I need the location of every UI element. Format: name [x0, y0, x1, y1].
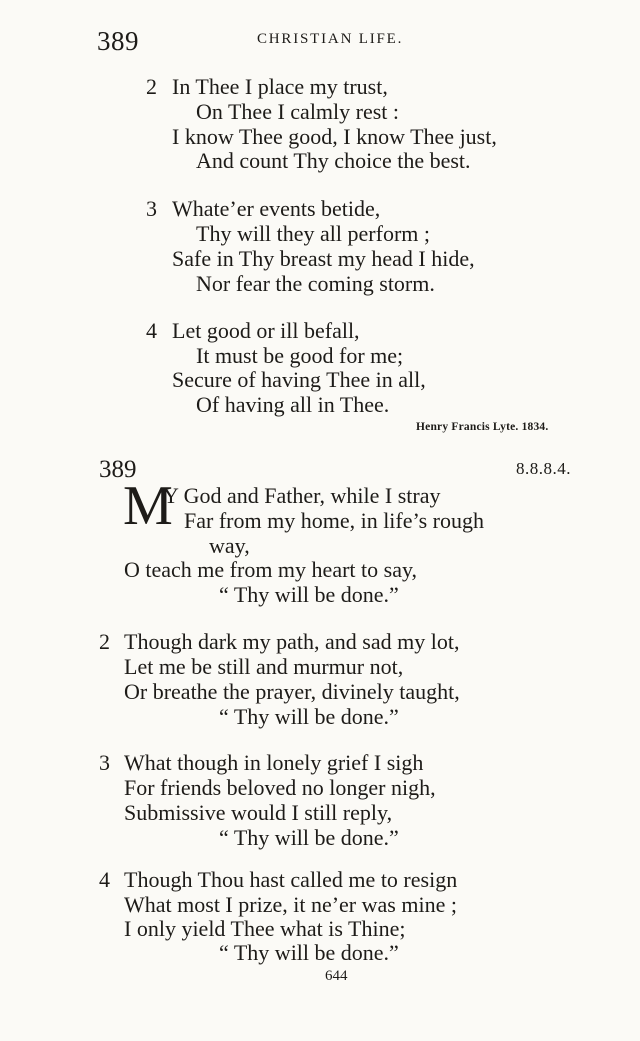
- stanza-number: 3: [99, 750, 110, 775]
- verse-line: “ Thy will be done.”: [219, 940, 399, 965]
- verse-line: O teach me from my heart to say,: [124, 557, 418, 582]
- page-number: 644: [325, 968, 348, 984]
- verse-line: Y God and Father, while I stray: [163, 483, 441, 508]
- verse-line: Though Thou hast called me to resign: [124, 867, 458, 892]
- verse-line: Though dark my path, and sad my lot,: [124, 629, 460, 654]
- running-head-hymn-number: 389: [97, 26, 139, 56]
- stanza-number: 4: [99, 867, 110, 892]
- verse-line: Submissive would I still reply,: [124, 800, 393, 825]
- verse-line: And count Thy choice the best.: [196, 148, 471, 173]
- verse-line: What most I prize, it ne’er was mine ;: [124, 892, 457, 917]
- verse-line: Secure of having Thee in all,: [172, 367, 426, 392]
- verse-line: Of having all in Thee.: [196, 392, 390, 417]
- author-attribution: Henry Francis Lyte. 1834.: [416, 421, 549, 433]
- verse-line: For friends beloved no longer nigh,: [124, 775, 436, 800]
- verse-line: In Thee I place my trust,: [172, 74, 388, 99]
- verse-line: Safe in Thy breast my head I hide,: [172, 246, 475, 271]
- verse-line: Whate’er events betide,: [172, 196, 381, 221]
- verse-line: “ Thy will be done.”: [219, 704, 399, 729]
- verse-line: “ Thy will be done.”: [219, 825, 399, 850]
- stanza-number: 3: [146, 196, 157, 221]
- verse-line: On Thee I calmly rest :: [196, 99, 400, 124]
- verse-line: Far from my home, in life’s rough: [184, 508, 485, 533]
- drop-cap-letter: M: [123, 475, 171, 537]
- stanza-number: 4: [146, 318, 157, 343]
- verse-line: way,: [209, 533, 250, 558]
- stanza-number: 2: [99, 629, 110, 654]
- verse-line: Thy will they all perform ;: [196, 221, 430, 246]
- verse-line: “ Thy will be done.”: [219, 582, 399, 607]
- verse-line: Let good or ill befall,: [172, 318, 360, 343]
- verse-line: Nor fear the coming storm.: [196, 271, 435, 296]
- verse-line: It must be good for me;: [196, 343, 404, 368]
- verse-line: What though in lonely grief I sigh: [124, 750, 424, 775]
- verse-line: Let me be still and murmur not,: [124, 654, 404, 679]
- hymn-number: 389: [99, 456, 137, 483]
- verse-line: Or breathe the prayer, divinely taught,: [124, 679, 460, 704]
- verse-line: I only yield Thee what is Thine;: [124, 916, 406, 941]
- verse-line: I know Thee good, I know Thee just,: [172, 124, 497, 149]
- stanza-number: 2: [146, 74, 157, 99]
- hymn-meter: 8.8.8.4.: [516, 459, 571, 478]
- running-head-title: CHRISTIAN LIFE.: [257, 31, 404, 47]
